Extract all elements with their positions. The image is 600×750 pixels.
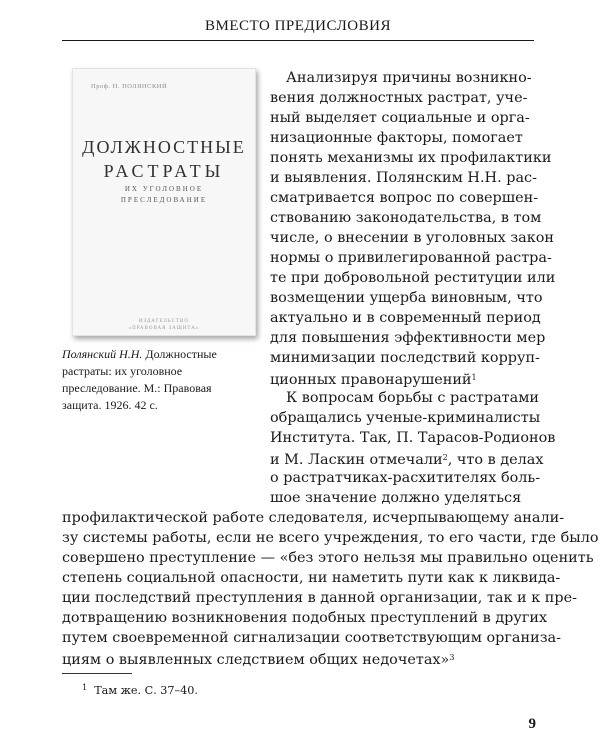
body-text: и М. Ласкин отмечали <box>270 452 443 468</box>
body-line: Анализируя причины возникно- <box>286 70 532 86</box>
body-line: степень социальной опасности, ни наметить пути как к ликвида- <box>62 570 561 586</box>
cover-caption <box>62 346 267 414</box>
running-header-title: ВМЕСТО ПРЕДИСЛОВИЯ <box>205 18 391 34</box>
body-line: о растратчиках-расхитителях боль- <box>270 470 541 486</box>
body-line: совершено преступление — «без этого нельзя мы правильно оценить <box>62 550 594 566</box>
body-text: , что в делах <box>447 452 544 468</box>
body-line: К вопросам борьбы с растратами <box>286 390 539 406</box>
caption-line <box>62 346 267 363</box>
footnote-rule <box>62 673 132 674</box>
body-line: обращались ученые-криминалисты <box>270 410 541 426</box>
body-line <box>62 648 454 670</box>
caption-line: преследование. М.: Правовая <box>62 381 212 395</box>
body-text: ционных правонарушений <box>270 372 472 388</box>
body-line: сматривается вопрос по совершен- <box>270 190 539 206</box>
caption-line: защита. 1926. 42 с. <box>62 398 158 412</box>
footnote-1 <box>82 680 198 698</box>
caption-author: Полянский Н.Н. <box>62 347 143 361</box>
footnote-ref[interactable]: 3 <box>449 653 455 662</box>
body-line: вения должностных растрат, уче- <box>270 90 528 106</box>
body-line <box>270 368 477 390</box>
cover-publisher-line2: «ПРАВОВАЯ ЗАЩИТА» <box>128 326 200 331</box>
cover-subtitle-line1: ИХ УГОЛОВНОЕ <box>124 185 204 193</box>
footnote-ref[interactable]: 1 <box>471 373 477 382</box>
running-header <box>62 14 534 41</box>
cover-subtitle-line2: ПРЕСЛЕДОВАНИЕ <box>120 196 208 204</box>
body-line: ный выделяет социальные и орга- <box>270 110 530 126</box>
body-line: зу системы работы, если не всего учреждения, то его части, где было <box>62 530 599 546</box>
caption-line: растраты: их уголовное <box>62 364 183 378</box>
body-line: нормы о привилегированной растра- <box>270 250 552 266</box>
body-line: для повышения эффективности мер <box>270 330 546 346</box>
body-line <box>270 448 543 470</box>
caption-text: Должностные <box>142 347 217 361</box>
body-line: актуально и в современный период <box>270 310 541 326</box>
body-line: низационные факторы, помогает <box>270 130 523 146</box>
cover-title-line1: ДОЛЖНОСТНЫЕ <box>82 137 246 157</box>
cover-title-line2: РАСТРАТЫ <box>103 161 225 181</box>
body-line: возмещении ущерба виновным, что <box>270 290 543 306</box>
body-line: ции последствий преступления в данной организации, так и к пре- <box>62 590 577 606</box>
body-line: дотвращению возникновения подобных преступлений в других <box>62 610 548 626</box>
cover-publisher-line1: ИЗДАТЕЛЬСТВО <box>139 319 189 324</box>
footnote-number: 1 <box>82 683 88 692</box>
footnote-text: Там же. С. 37–40. <box>94 684 198 697</box>
body-line: те при добровольной реституции или <box>270 270 556 286</box>
body-text: циям о выявленных следствием общих недочетах» <box>62 652 450 668</box>
page-number: 9 <box>528 716 536 732</box>
body-line: путем своевременной сигнализации соответствующим организа- <box>62 630 561 646</box>
cover-author: Проф. Н. ПОЛЯНСКИЙ <box>91 83 168 90</box>
book-cover-image <box>72 68 256 336</box>
body-line: и выявления. Полянским Н.Н. рас- <box>270 170 537 186</box>
footnote-ref[interactable]: 2 <box>442 453 448 462</box>
body-line: числе, о внесении в уголовных закон <box>270 230 555 246</box>
body-line: Института. Так, П. Тарасов-Родионов <box>270 430 556 446</box>
body-line: минимизации последствий корруп- <box>270 350 540 366</box>
body-line: ствованию законодательства, в том <box>270 210 542 226</box>
body-line: шое значение должно уделяться <box>270 490 522 506</box>
body-line: понять механизмы их профилактики <box>270 150 552 166</box>
body-line: профилактической работе следователя, исчерпывающему анали- <box>62 510 565 526</box>
